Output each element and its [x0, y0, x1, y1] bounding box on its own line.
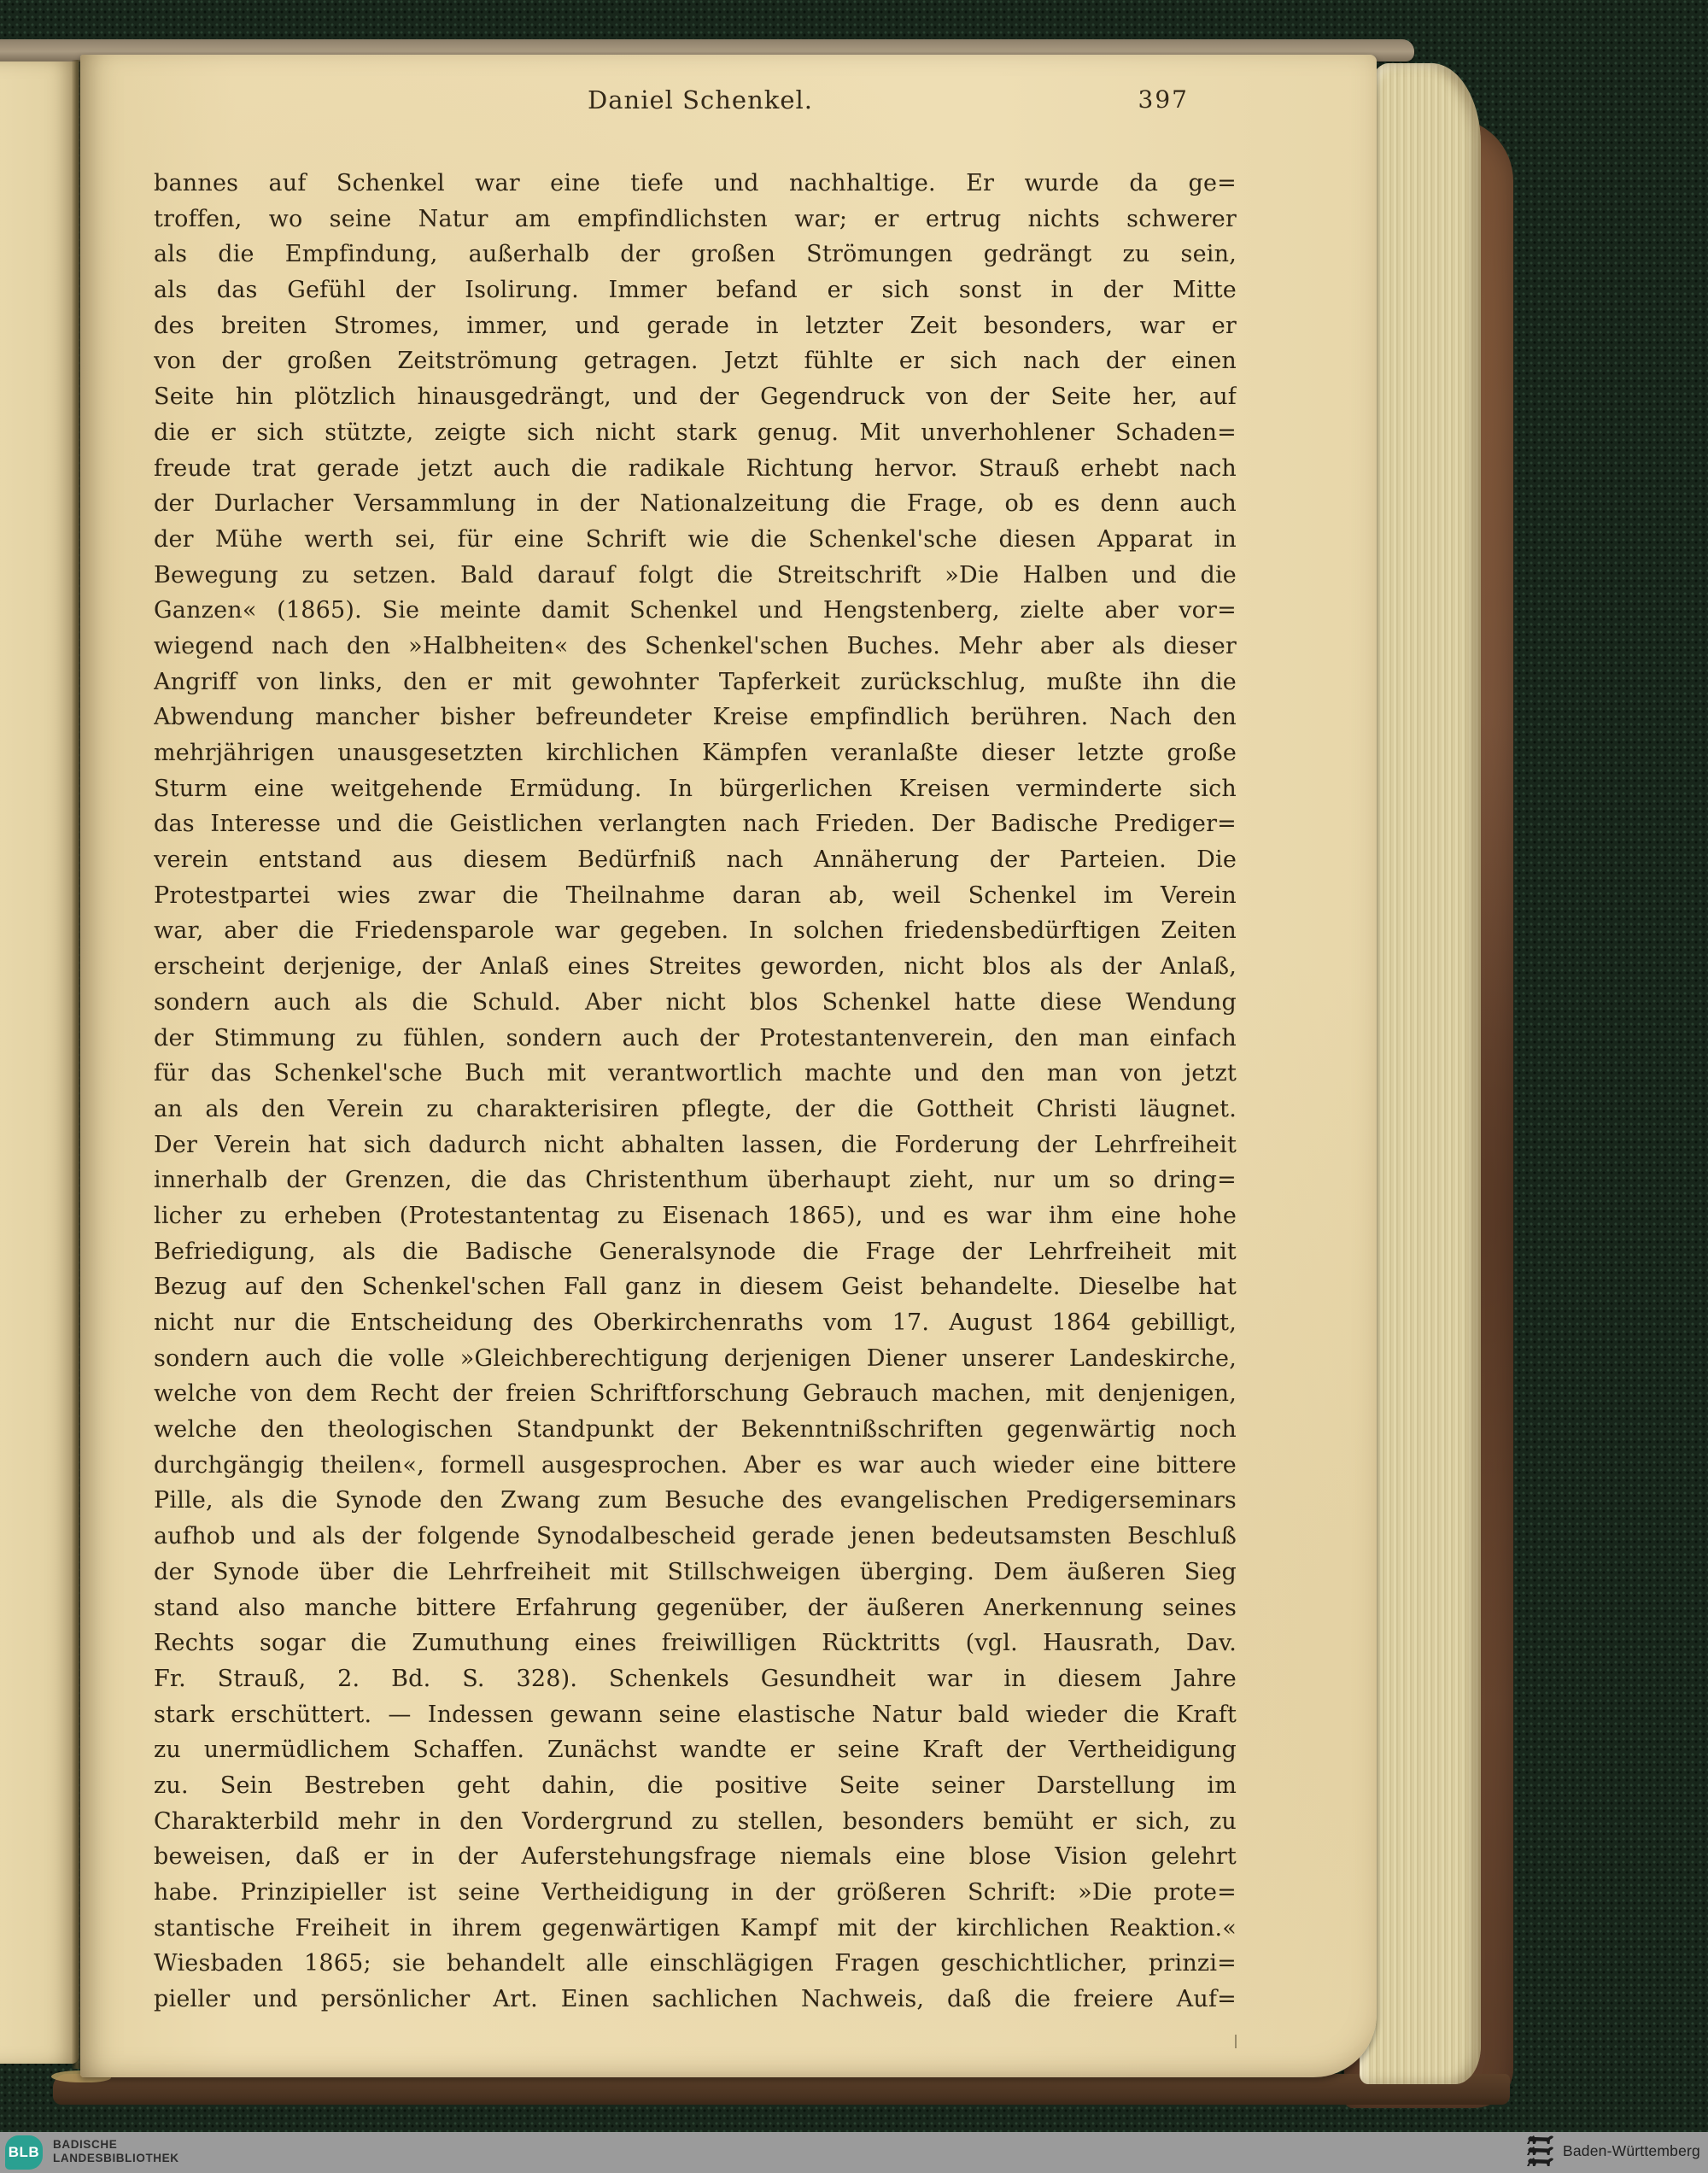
text-line: pieller und persönlicher Art. Einen sachlichen Nachweis, daß die freiere Auf= [154, 1986, 1237, 2013]
text-line: sondern auch als die Schuld. Aber nicht blos Schenkel hatte diese Wendung [154, 988, 1237, 1016]
text-line: Fr. Strauß, 2. Bd. S. 328). Schenkels Gesundheit war in diesem Jahre [154, 1665, 1237, 1692]
library-name-line2: LANDESBIBLIOTHEK [53, 2152, 179, 2164]
bw-lions-icon [1525, 2135, 1554, 2167]
text-line: von der großen Zeitströmung getragen. Jetzt fühlte er sich nach der einen [154, 348, 1237, 375]
text-line: Charakterbild mehr in den Vordergrund zu stellen, besonders bemüht er sich, zu [154, 1807, 1237, 1835]
text-line: verein entstand aus diesem Bedürfniß nach Annäherung der Parteien. Die [154, 846, 1237, 874]
text-line: Pille, als die Synode den Zwang zum Besuche des evangelischen Predigerseminars [154, 1487, 1237, 1514]
scanned-page [80, 55, 1377, 2077]
text-line: mehrjährigen unausgesetzten kirchlichen Kämpfen veranlaßte dieser letzte große [154, 740, 1237, 766]
text-line: wiegend nach den »Halbheiten« des Schenkel'schen Buches. Mehr aber als dieser [154, 632, 1237, 659]
text-line: Ganzen« (1865). Sie meinte damit Schenkel und Hengstenberg, zielte aber vor= [154, 597, 1237, 624]
book-cover-bottom-edge [53, 2074, 1510, 2105]
text-line: als die Empfindung, außerhalb der großen Strömungen gedrängt zu sein, [154, 241, 1237, 268]
text-line: welche den theologischen Standpunkt der Bekenntnißschriften gegenwärtig noch [154, 1416, 1237, 1444]
text-line: als das Gefühl der Isolirung. Immer befand er sich sonst in der Mitte [154, 277, 1237, 304]
page-text-area [154, 85, 1237, 2018]
text-line: Wiesbaden 1865; sie behandelt alle einschlägigen Fragen geschichtlicher, prinzi= [154, 1950, 1237, 1977]
text-line: Der Verein hat sich dadurch nicht abhalten lassen, die Forderung der Lehrfreiheit [154, 1131, 1237, 1158]
text-line: erscheint derjenige, der Anlaß eines Streites geworden, nicht blos als der Anlaß, [154, 953, 1237, 981]
text-line: sondern auch die volle »Gleichberechtigung derjenigen Diener unserer Landeskirche, [154, 1344, 1237, 1372]
text-line: Sturm eine weitgehende Ermüdung. In bürgerlichen Kreisen verminderte sich [154, 775, 1237, 802]
text-line: Rechts sogar die Zumuthung eines freiwilligen Rücktritts (vgl. Hausrath, Dav. [154, 1630, 1237, 1657]
bw-state-label: Baden-Württemberg [1563, 2141, 1700, 2159]
blb-logo: BLB [5, 2135, 43, 2170]
page-header [154, 85, 1237, 123]
page-body-text [154, 166, 1237, 2018]
text-line: der Durlacher Versammlung in der Nationalzeitung die Frage, ob es denn auch [154, 490, 1237, 518]
text-line: Seite hin plötzlich hinausgedrängt, und der Gegendruck von der Seite her, auf [154, 384, 1237, 411]
text-line: des breiten Stromes, immer, und gerade in letzter Zeit besonders, war er [154, 312, 1237, 339]
page-number: 397 [1138, 85, 1189, 114]
text-line: licher zu erheben (Protestantentag zu Eisenach 1865), und es war ihm eine hohe [154, 1202, 1237, 1229]
text-line: beweisen, daß er in der Auferstehungsfrage niemals eine blose Vision gelehrt [154, 1843, 1237, 1871]
facing-page-sliver [0, 62, 79, 2064]
text-line: bannes auf Schenkel war eine tiefe und nachhaltige. Er wurde da ge= [154, 170, 1237, 196]
text-line: troffen, wo seine Natur am empfindlichsten war; er ertrug nichts schwerer [154, 205, 1237, 232]
text-line: stark erschüttert. — Indessen gewann seine elastische Natur bald wieder die Kraft [154, 1701, 1237, 1728]
text-line: das Interesse und die Geistlichen verlangten nach Frieden. Der Badische Prediger= [154, 811, 1237, 838]
text-line: welche von dem Recht der freien Schriftforschung Gebrauch machen, mit denjenigen, [154, 1380, 1237, 1408]
text-line: Abwendung mancher bisher befreundeter Kreise empfindlich berühren. Nach den [154, 704, 1237, 731]
text-line: durchgängig theilen«, formell ausgesprochen. Aber es war auch wieder eine bittere [154, 1451, 1237, 1479]
text-line: der Mühe werth sei, für eine Schrift wie die Schenkel'sche diesen Apparat in [154, 525, 1237, 553]
text-line: Bewegung zu setzen. Bald darauf folgt die Streitschrift »Die Halben und die [154, 561, 1237, 589]
text-line: aufhob und als der folgende Synodalbescheid gerade jenen bedeutsamsten Beschluß [154, 1523, 1237, 1550]
branding-footer-bar [0, 2132, 1708, 2173]
text-line: stand also manche bittere Erfahrung gegenüber, der äußeren Anerkennung seines [154, 1594, 1237, 1621]
text-line: Bezug auf den Schenkel'schen Fall ganz in diesem Geist behandelte. Dieselbe hat [154, 1274, 1237, 1301]
text-line: für das Schenkel'sche Buch mit verantwortlich machte und den man von jetzt [154, 1060, 1237, 1087]
text-line: freude trat gerade jetzt auch die radikale Richtung hervor. Strauß erhebt nach [154, 454, 1237, 482]
bw-lion-icon [1525, 2157, 1554, 2167]
text-line: die er sich stützte, zeigte sich nicht stark genug. Mit unverhohlener Schaden= [154, 419, 1237, 446]
text-line: der Synode über die Lehrfreiheit mit Stillschweigen überging. Dem äußeren Sieg [154, 1558, 1237, 1585]
text-line: Protestpartei wies zwar die Theilnahme daran ab, weil Schenkel im Verein [154, 882, 1237, 909]
text-line: war, aber die Friedensparole war gegeben. In solchen friedensbedürftigen Zeiten [154, 917, 1237, 945]
baden-wuerttemberg-logo [1525, 2135, 1700, 2167]
bw-lion-icon [1525, 2146, 1554, 2156]
text-line: Befriedigung, als die Badische Generalsynode die Frage der Lehrfreiheit mit [154, 1238, 1237, 1265]
text-line: nicht nur die Entscheidung des Oberkirchenraths vom 17. August 1864 gebilligt, [154, 1309, 1237, 1336]
text-line: zu unermüdlichem Schaffen. Zunächst wandte er seine Kraft der Vertheidigung [154, 1737, 1237, 1764]
library-name-line1: BADISCHE [53, 2138, 118, 2151]
text-line: innerhalb der Grenzen, die das Christenthum überhaupt zieht, nur um so dring= [154, 1167, 1237, 1194]
text-line: habe. Prinzipieller ist seine Vertheidigung in der größeren Schrift: »Die prote= [154, 1879, 1237, 1906]
text-line: zu. Sein Bestreben geht dahin, die positive Seite seiner Darstellung im [154, 1772, 1237, 1799]
text-line: an als den Verein zu charakterisiren pflegte, der die Gottheit Christi läugnet. [154, 1095, 1237, 1122]
running-title: Daniel Schenkel. [587, 85, 813, 114]
text-line: Angriff von links, den er mit gewohnter Tapferkeit zurückschlug, mußte ihn die [154, 668, 1237, 695]
text-line: der Stimmung zu fühlen, sondern auch der Protestantenverein, den man einfach [154, 1024, 1237, 1051]
book-fore-edge-pages [1360, 63, 1481, 2084]
bw-lion-icon [1525, 2135, 1554, 2145]
text-line: stantische Freiheit in ihrem gegenwärtigen Kampf mit der kirchlichen Reaktion.« [154, 1914, 1237, 1942]
page-blemish-mark [1235, 2035, 1237, 2048]
library-name [53, 2138, 179, 2165]
